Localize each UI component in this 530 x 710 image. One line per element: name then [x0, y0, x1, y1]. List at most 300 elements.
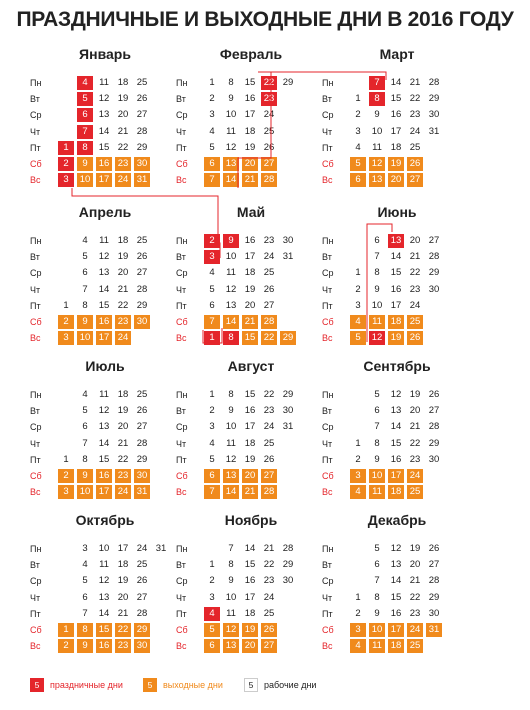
weekday-label: Пт [30, 142, 41, 153]
day-cell: 24 [263, 251, 275, 263]
day-cell: 13 [390, 405, 402, 417]
month-11 [322, 512, 487, 677]
day-cell: 3 [355, 299, 361, 311]
day-cell: 6 [77, 108, 93, 122]
day-cell: 22 [117, 453, 129, 465]
day-cell: 21 [409, 421, 421, 433]
day-cell: 14 [223, 485, 239, 499]
day-cell: 8 [228, 77, 234, 88]
day-cell: 7 [374, 251, 380, 263]
day-cell: 12 [98, 405, 110, 417]
day-cell: 11 [226, 125, 236, 137]
weekday-label: Сб [30, 317, 42, 327]
day-cell: 20 [242, 639, 258, 653]
day-cell: 11 [369, 315, 385, 329]
day-cell: 21 [242, 315, 258, 329]
month-name: Май [236, 204, 266, 220]
weekday-label: Пт [322, 300, 333, 311]
day-cell: 4 [209, 437, 215, 449]
day-cell: 5 [204, 623, 220, 637]
day-cell: 16 [390, 453, 402, 465]
weekday-label: Пн [322, 544, 334, 554]
day-cell: 14 [98, 283, 110, 295]
day-cell: 20 [409, 405, 421, 417]
day-cell: 24 [409, 299, 421, 311]
day-cell: 10 [371, 125, 383, 137]
day-cell: 8 [374, 267, 380, 279]
day-cell: 5 [82, 575, 88, 587]
weekday-label: Вт [322, 94, 332, 105]
month-name: Декабрь [367, 512, 427, 528]
day-cell: 15 [244, 77, 256, 88]
day-cell: 19 [117, 93, 129, 105]
month-5 [322, 204, 487, 369]
weekday-label: Пн [176, 390, 188, 400]
day-cell: 2 [355, 453, 361, 465]
day-cell: 17 [388, 469, 404, 483]
day-cell: 7 [369, 76, 385, 90]
day-cell: 6 [82, 591, 88, 603]
day-cell: 16 [244, 405, 256, 417]
day-cell: 25 [263, 267, 275, 279]
month-name: Ноябрь [224, 512, 278, 528]
weekday-label: Вс [30, 175, 41, 186]
weekday-label: Вс [322, 487, 333, 498]
day-cell: 12 [390, 389, 402, 400]
day-cell: 30 [134, 157, 150, 171]
weekday-label: Вс [322, 333, 333, 344]
month-name: Март [379, 46, 415, 62]
month-7 [176, 358, 341, 523]
day-cell: 8 [228, 559, 234, 571]
day-cell: 12 [223, 623, 239, 637]
weekday-label: Пт [322, 608, 333, 619]
day-cell: 26 [136, 251, 148, 263]
day-cell: 21 [242, 485, 258, 499]
day-cell: 2 [58, 639, 74, 653]
weekday-label: Чт [176, 284, 187, 295]
day-cell: 9 [374, 607, 380, 619]
day-cell: 2 [355, 109, 361, 121]
day-cell: 24 [407, 469, 423, 483]
day-cell: 19 [409, 389, 421, 400]
month-name: Февраль [219, 46, 283, 62]
day-cell: 27 [136, 591, 148, 603]
day-cell: 28 [136, 437, 148, 449]
day-cell: 6 [374, 235, 380, 246]
day-cell: 17 [388, 623, 404, 637]
weekday-label: Ср [30, 422, 42, 433]
day-cell: 6 [204, 639, 220, 653]
day-cell: 27 [136, 421, 148, 433]
day-cell: 19 [409, 543, 421, 554]
day-cell: 1 [63, 299, 69, 311]
day-cell: 3 [82, 543, 88, 554]
day-cell: 7 [82, 607, 88, 619]
month-name: Октябрь [75, 512, 135, 528]
day-cell: 7 [77, 125, 93, 139]
day-cell: 17 [96, 485, 112, 499]
day-cell: 2 [204, 234, 220, 248]
weekday-label: Чт [176, 592, 187, 603]
legend-weekend-label: выходные дни [163, 680, 223, 690]
weekday-label: Ср [176, 422, 188, 433]
weekday-label: Ср [322, 576, 334, 587]
day-cell: 11 [99, 235, 109, 246]
weekday-label: Вт [30, 560, 40, 571]
day-cell: 15 [390, 267, 402, 279]
day-cell: 2 [209, 93, 215, 105]
day-cell: 3 [204, 250, 220, 264]
day-cell: 27 [428, 235, 440, 246]
month-name: Август [227, 358, 275, 374]
weekday-label: Вс [322, 175, 333, 186]
day-cell: 16 [390, 607, 402, 619]
day-cell: 23 [409, 453, 421, 465]
weekday-label: Пн [176, 544, 188, 554]
day-cell: 30 [428, 109, 440, 121]
legend-holiday-label: праздничные дни [50, 680, 123, 690]
day-cell: 25 [409, 141, 421, 153]
day-cell: 19 [244, 283, 256, 295]
day-cell: 1 [63, 453, 69, 465]
day-cell: 10 [225, 591, 237, 603]
day-cell: 9 [228, 93, 234, 105]
month-name: Апрель [78, 204, 132, 220]
day-cell: 25 [263, 607, 275, 619]
weekday-label: Ср [30, 268, 42, 279]
month-name: Январь [79, 46, 131, 62]
day-cell: 14 [223, 315, 239, 329]
day-cell: 27 [261, 469, 277, 483]
day-cell: 14 [98, 125, 110, 137]
day-cell: 3 [209, 591, 215, 603]
day-cell: 12 [225, 141, 237, 153]
day-cell: 11 [372, 141, 382, 153]
day-cell: 9 [223, 234, 239, 248]
weekday-label: Чт [176, 126, 187, 137]
weekday-label: Пт [30, 608, 41, 619]
day-cell: 26 [263, 283, 275, 295]
day-cell: 2 [58, 157, 74, 171]
day-cell: 13 [388, 234, 404, 248]
day-cell: 29 [134, 623, 150, 637]
day-cell: 4 [209, 267, 215, 279]
day-cell: 15 [390, 437, 402, 449]
day-cell: 5 [77, 92, 93, 106]
day-cell: 13 [223, 157, 239, 171]
day-cell: 20 [409, 235, 421, 246]
day-cell: 2 [58, 469, 74, 483]
day-cell: 28 [261, 315, 277, 329]
legend-holiday-swatch: 5 [30, 678, 44, 692]
weekday-label: Ср [176, 268, 188, 279]
day-cell: 7 [228, 543, 234, 554]
day-cell: 6 [374, 559, 380, 571]
legend-workday-label: рабочие дни [264, 680, 317, 690]
day-cell: 16 [96, 157, 112, 171]
day-cell: 4 [350, 315, 366, 329]
day-cell: 24 [115, 485, 131, 499]
day-cell: 10 [77, 173, 93, 187]
day-cell: 14 [223, 173, 239, 187]
day-cell: 24 [409, 125, 421, 137]
day-cell: 22 [263, 389, 275, 400]
day-cell: 18 [244, 125, 256, 137]
day-cell: 30 [428, 283, 440, 295]
day-cell: 14 [390, 251, 402, 263]
day-cell: 5 [374, 389, 380, 400]
day-cell: 20 [388, 173, 404, 187]
day-cell: 8 [82, 453, 88, 465]
day-cell: 25 [136, 77, 148, 88]
weekday-label: Сб [176, 625, 188, 635]
weekday-label: Пт [176, 142, 187, 153]
day-cell: 22 [409, 591, 421, 603]
day-cell: 27 [263, 299, 275, 311]
day-cell: 20 [117, 267, 129, 279]
day-cell: 1 [355, 591, 361, 603]
day-cell: 16 [244, 93, 256, 105]
day-cell: 21 [117, 437, 129, 449]
day-cell: 7 [82, 283, 88, 295]
weekday-label: Пн [176, 78, 188, 88]
weekday-label: Вс [176, 487, 187, 498]
day-cell: 4 [77, 76, 93, 90]
month-6 [30, 358, 195, 523]
day-cell: 13 [223, 469, 239, 483]
weekday-label: Вт [30, 94, 40, 105]
day-cell: 20 [242, 157, 258, 171]
day-cell: 15 [244, 559, 256, 571]
day-cell: 16 [96, 639, 112, 653]
day-cell: 11 [226, 267, 236, 279]
day-cell: 11 [99, 77, 109, 88]
day-cell: 23 [261, 92, 277, 106]
day-cell: 27 [428, 405, 440, 417]
legend-workday-swatch: 5 [244, 678, 258, 692]
day-cell: 3 [58, 485, 74, 499]
weekday-label: Пт [30, 454, 41, 465]
weekday-label: Сб [176, 159, 188, 169]
weekday-label: Пн [322, 236, 334, 246]
day-cell: 21 [409, 575, 421, 587]
day-cell: 24 [115, 173, 131, 187]
day-cell: 5 [209, 453, 215, 465]
day-cell: 12 [98, 93, 110, 105]
day-cell: 4 [355, 141, 361, 153]
day-cell: 19 [388, 331, 404, 345]
day-cell: 22 [409, 93, 421, 105]
day-cell: 14 [390, 77, 402, 88]
day-cell: 17 [117, 543, 129, 554]
weekday-label: Вт [30, 252, 40, 263]
day-cell: 16 [244, 235, 256, 246]
month-10 [176, 512, 341, 677]
day-cell: 25 [407, 485, 423, 499]
day-cell: 4 [82, 559, 88, 571]
day-cell: 7 [374, 421, 380, 433]
day-cell: 6 [350, 173, 366, 187]
day-cell: 5 [209, 141, 215, 153]
day-cell: 3 [350, 623, 366, 637]
day-cell: 31 [155, 543, 167, 554]
day-cell: 28 [428, 251, 440, 263]
day-cell: 5 [350, 331, 366, 345]
day-cell: 1 [58, 141, 74, 155]
day-cell: 15 [390, 93, 402, 105]
day-cell: 30 [428, 453, 440, 465]
day-cell: 9 [374, 109, 380, 121]
day-cell: 17 [244, 591, 256, 603]
weekday-label: Пн [30, 544, 42, 554]
weekday-label: Чт [176, 438, 187, 449]
weekday-label: Вс [30, 333, 41, 344]
day-cell: 22 [409, 267, 421, 279]
day-cell: 6 [204, 469, 220, 483]
day-cell: 11 [369, 485, 385, 499]
day-cell: 26 [263, 141, 275, 153]
day-cell: 5 [82, 251, 88, 263]
day-cell: 30 [282, 405, 294, 417]
weekday-label: Пн [30, 390, 42, 400]
day-cell: 13 [223, 639, 239, 653]
weekday-label: Сб [322, 625, 334, 635]
day-cell: 3 [209, 421, 215, 433]
day-cell: 19 [117, 575, 129, 587]
day-cell: 15 [98, 299, 110, 311]
day-cell: 18 [117, 389, 129, 400]
day-cell: 23 [409, 607, 421, 619]
day-cell: 28 [428, 421, 440, 433]
day-cell: 30 [428, 607, 440, 619]
weekday-label: Вт [322, 252, 332, 263]
day-cell: 20 [117, 591, 129, 603]
day-cell: 13 [98, 591, 110, 603]
day-cell: 21 [409, 77, 421, 88]
day-cell: 7 [82, 437, 88, 449]
day-cell: 26 [428, 543, 440, 554]
day-cell: 10 [225, 251, 237, 263]
weekday-label: Вт [176, 406, 186, 417]
day-cell: 27 [261, 157, 277, 171]
day-cell: 26 [136, 93, 148, 105]
day-cell: 19 [388, 157, 404, 171]
day-cell: 11 [99, 559, 109, 571]
day-cell: 1 [355, 93, 361, 105]
day-cell: 30 [134, 639, 150, 653]
day-cell: 10 [369, 469, 385, 483]
weekday-label: Вс [176, 333, 187, 344]
weekday-label: Ср [322, 268, 334, 279]
day-cell: 15 [98, 453, 110, 465]
legend-weekend-swatch: 5 [143, 678, 157, 692]
month-9 [30, 512, 195, 677]
day-cell: 29 [428, 591, 440, 603]
day-cell: 3 [350, 469, 366, 483]
day-cell: 4 [82, 235, 88, 246]
day-cell: 9 [77, 157, 93, 171]
day-cell: 15 [98, 141, 110, 153]
day-cell: 3 [58, 173, 74, 187]
day-cell: 1 [209, 389, 215, 400]
day-cell: 15 [244, 389, 256, 400]
day-cell: 30 [134, 315, 150, 329]
day-cell: 15 [96, 623, 112, 637]
day-cell: 24 [407, 623, 423, 637]
day-cell: 22 [409, 437, 421, 449]
day-cell: 2 [209, 575, 215, 587]
weekday-label: Пн [322, 78, 334, 88]
day-cell: 6 [374, 405, 380, 417]
day-cell: 1 [58, 623, 74, 637]
day-cell: 28 [428, 77, 440, 88]
day-cell: 14 [244, 543, 256, 554]
day-cell: 27 [136, 109, 148, 121]
day-cell: 1 [209, 77, 215, 88]
day-cell: 31 [426, 623, 442, 637]
day-cell: 11 [99, 389, 109, 400]
day-cell: 11 [226, 607, 236, 619]
day-cell: 5 [374, 543, 380, 554]
day-cell: 26 [263, 453, 275, 465]
day-cell: 15 [390, 591, 402, 603]
day-cell: 23 [409, 283, 421, 295]
weekday-label: Пн [30, 236, 42, 246]
day-cell: 5 [350, 157, 366, 171]
day-cell: 1 [355, 267, 361, 279]
day-cell: 9 [228, 575, 234, 587]
day-cell: 8 [77, 141, 93, 155]
weekday-label: Сб [30, 471, 42, 481]
day-cell: 26 [428, 389, 440, 400]
weekday-label: Ср [30, 110, 42, 121]
day-cell: 6 [82, 421, 88, 433]
weekday-label: Ср [30, 576, 42, 587]
day-cell: 18 [388, 485, 404, 499]
day-cell: 12 [369, 331, 385, 345]
day-cell: 23 [263, 235, 275, 246]
weekday-label: Вс [30, 641, 41, 652]
weekday-label: Вт [176, 252, 186, 263]
day-cell: 25 [263, 437, 275, 449]
day-cell: 4 [350, 639, 366, 653]
day-cell: 29 [282, 77, 294, 88]
day-cell: 29 [282, 559, 294, 571]
day-cell: 18 [117, 559, 129, 571]
day-cell: 26 [136, 575, 148, 587]
day-cell: 12 [225, 453, 237, 465]
day-cell: 23 [115, 315, 131, 329]
day-cell: 31 [428, 125, 440, 137]
day-cell: 2 [58, 315, 74, 329]
weekday-label: Ср [322, 110, 334, 121]
day-cell: 17 [244, 109, 256, 121]
day-cell: 8 [374, 591, 380, 603]
legend-workday [244, 678, 316, 692]
day-cell: 25 [136, 559, 148, 571]
weekday-label: Чт [30, 126, 41, 137]
day-cell: 22 [263, 559, 275, 571]
day-cell: 25 [407, 315, 423, 329]
day-cell: 1 [209, 559, 215, 571]
day-cell: 13 [98, 109, 110, 121]
day-cell: 10 [77, 485, 93, 499]
day-cell: 8 [82, 299, 88, 311]
day-cell: 28 [261, 485, 277, 499]
weekday-label: Чт [322, 284, 333, 295]
day-cell: 4 [82, 389, 88, 400]
